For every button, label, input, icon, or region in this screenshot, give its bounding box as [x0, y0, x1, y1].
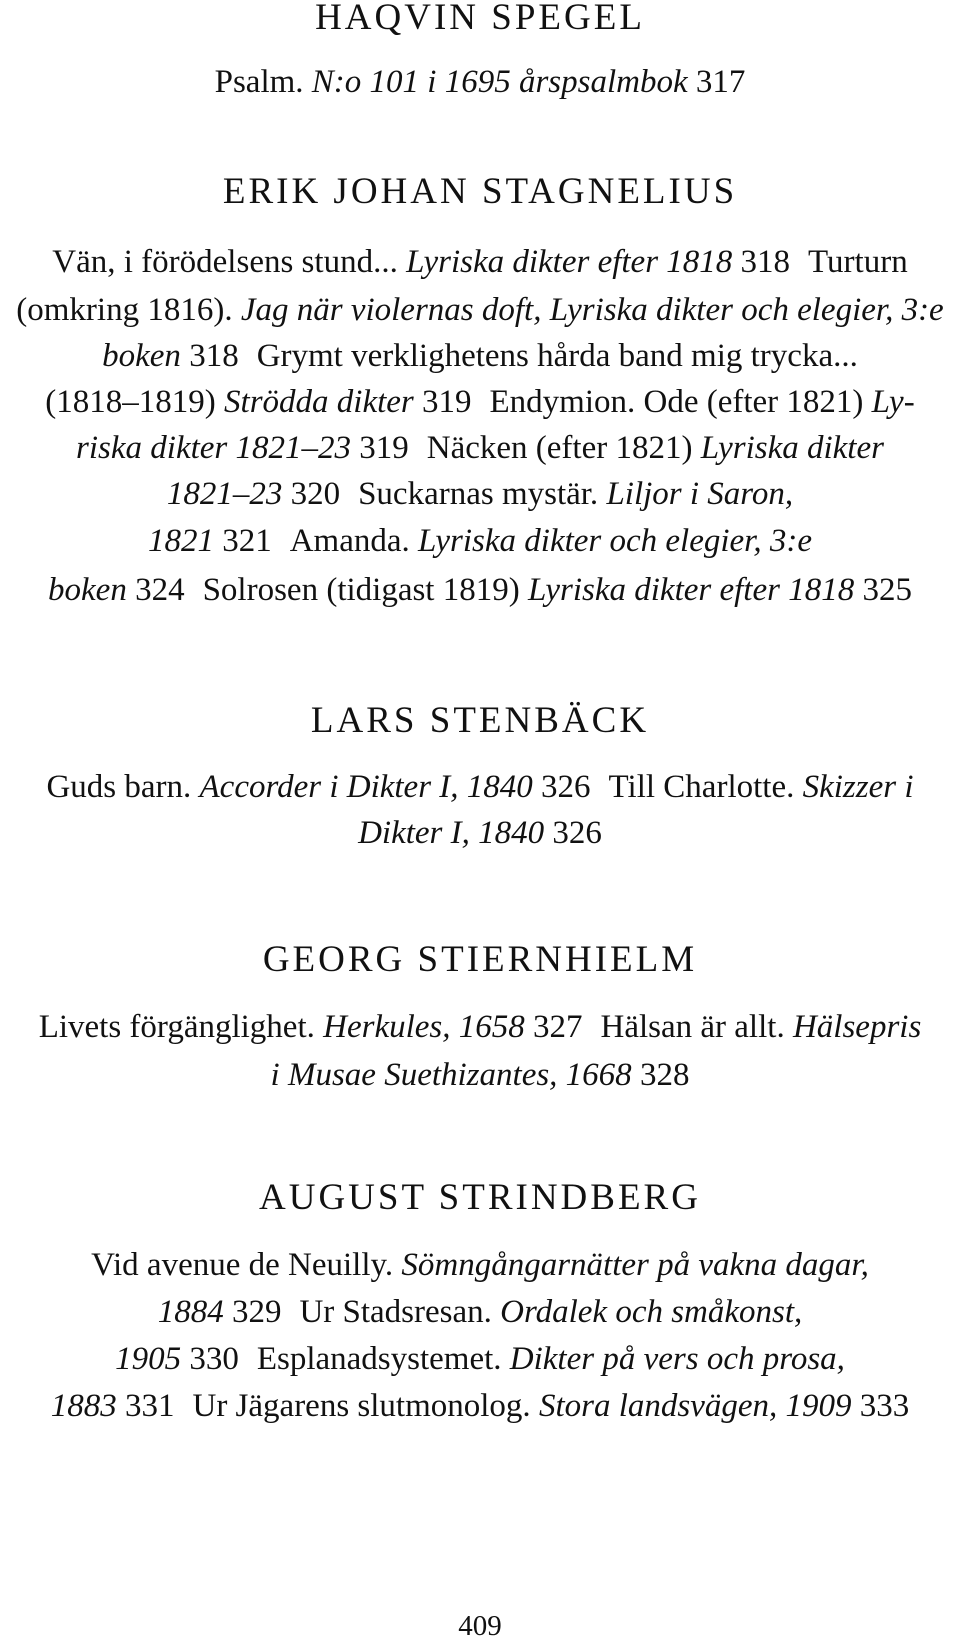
page-number: 409 [458, 1610, 502, 1642]
author-heading: HAQVIN SPEGEL [315, 0, 645, 38]
entry-line: boken 324 Solrosen (tidigast 1819) Lyriska dikter efter 1818 325 [48, 572, 912, 608]
entry-line: i Musae Suethizantes, 1668 328 [270, 1057, 690, 1093]
entry-line: 1821 321 Amanda. Lyriska dikter och elegier, 3:e [147, 523, 813, 559]
entry-line: Psalm. N:o 101 i 1695 årspsalmbok 317 [214, 64, 746, 100]
entry-line: 1884 329 Ur Stadsresan. Ordalek och småkonst, [157, 1294, 803, 1330]
author-heading: AUGUST STRINDBERG [259, 1177, 701, 1218]
author-heading: ERIK JOHAN STAGNELIUS [222, 171, 738, 212]
entry-line: Guds barn. Accorder i Dikter I, 1840 326 Till Charlotte. Skizzer i [46, 769, 914, 805]
entry-line: Livets förgänglighet. Herkules, 1658 327 Hälsan är allt. Hälsepris [38, 1009, 922, 1045]
entry-line: (omkring 1816). Jag när violernas doft, Lyriska dikter och elegier, 3:e [16, 292, 944, 328]
entry-line: riska dikter 1821–23 319 Näcken (efter 1821) Lyriska dikter [76, 430, 884, 466]
entry-line: 1905 330 Esplanadsystemet. Dikter på vers och prosa, [115, 1341, 845, 1377]
entry-line: 1821–23 320 Suckarnas mystär. Liljor i Saron, [166, 476, 794, 512]
entry-line: 1883 331 Ur Jägarens slutmonolog. Stora landsvägen, 1909 333 [50, 1388, 910, 1424]
author-heading: GEORG STIERNHIELM [262, 939, 698, 980]
entry-line: boken 318 Grymt verklighetens hårda band mig trycka... [102, 338, 858, 374]
author-heading: LARS STENBÄCK [310, 700, 650, 741]
entry-line: Vid avenue de Neuilly. Sömngångarnätter på vakna dagar, [91, 1247, 869, 1283]
entry-line: Dikter I, 1840 326 [358, 815, 602, 851]
entry-line: Vän, i förödelsens stund... Lyriska dikter efter 1818 318 Turturn [52, 244, 908, 280]
entry-line: (1818–1819) Strödda dikter 319 Endymion. Ode (efter 1821) Ly- [45, 384, 915, 420]
